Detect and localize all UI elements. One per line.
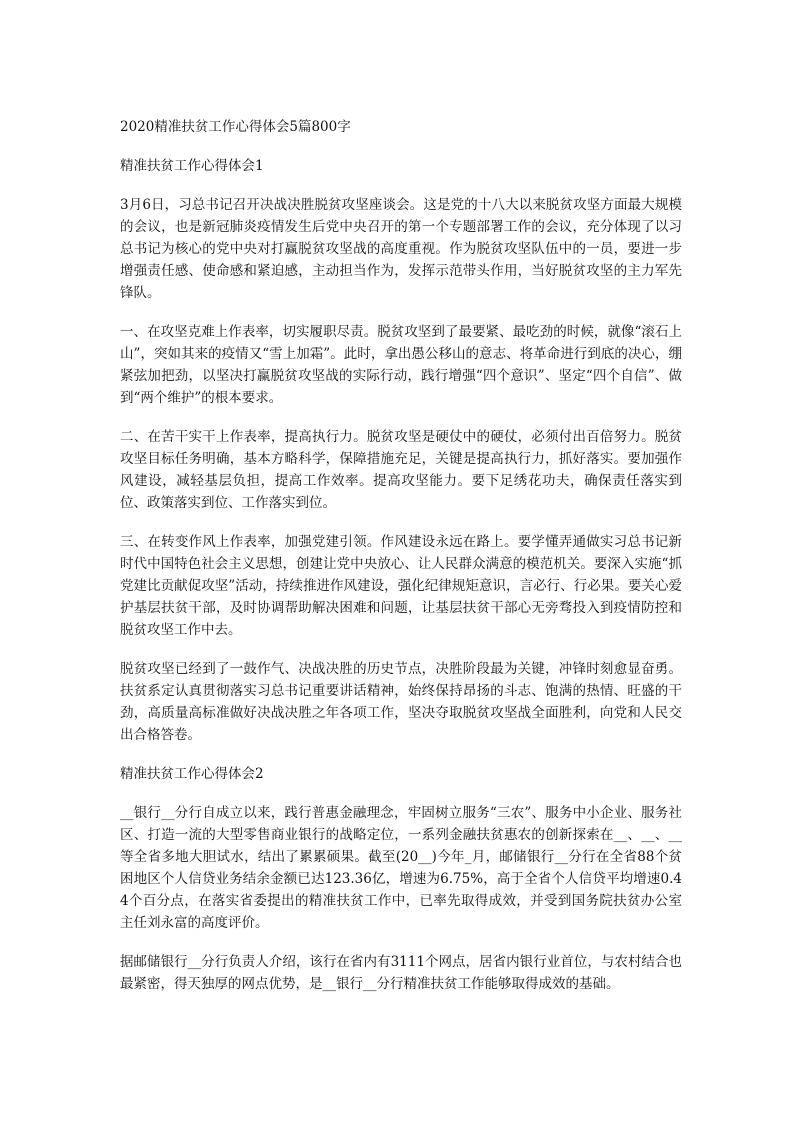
section-1-heading: 精准扶贫工作心得体会1 bbox=[120, 158, 264, 174]
section-1-paragraph: 一、在攻坚克难上作表率，切实履职尽责。脱贫攻坚到了最要紧、最吃劲的时候，就像“滚石上山”，突如其来的疫情又“雪上加霜”。此时，拿出愚公移山的意志、将革命进行到底的决心，绷紧弦加把劲，以坚决打赢脱贫攻坚战的实际行动，践行增强“四个意识”、坚定“四个自信”、做到“两个维护”的根本要求。 bbox=[120, 324, 682, 406]
section-1-paragraph: 二、在苦干实干上作表率，提高执行力。脱贫攻坚是硬仗中的硬仗，必须付出百倍努力。脱贫攻坚目标任务明确，基本方略科学，保障措施充足，关键是提高执行力，抓好落实。要加强作风建设，减轻基层负担，提高工作效率。提高攻坚能力。要下足绣花功夫，确保责任落实到位、政策落实到位、工作落实到位。 bbox=[120, 429, 682, 511]
document-title: 2020精准扶贫工作心得体会5篇800字 bbox=[120, 119, 351, 135]
section-2-paragraph: 据邮储银行__分行负责人介绍，该行在省内有3111个网点，居省内银行业首位，与农村结合也最紧密，得天独厚的网点优势，是__银行__分行精准扶贫工作能够取得成效的基础。 bbox=[120, 954, 682, 992]
section-1-paragraph: 脱贫攻坚已经到了一鼓作气、决战决胜的历史节点，决胜阶段最为关键，冲锋时刻愈显奋勇。扶贫系定认真贯彻落实习总书记重要讲话精神，始终保持昂扬的斗志、饱满的热情、旺盛的干劲，高质量高标准做好决战决胜之年各项工作，坚决夺取脱贫攻坚战全面胜利，向党和人民交出合格答卷。 bbox=[120, 661, 682, 743]
section-1-paragraph: 三、在转变作风上作表率，加强党建引领。作风建设永远在路上。要学懂弄通做实习总书记新时代中国特色社会主义思想，创建让党中央放心、让人民群众满意的模范机关。要深入实施“抓党建比贡献促攻坚”活动，持续推进作风建设，强化纪律规矩意识，言必行、行必果。要关心爱护基层扶贫干部，及时协调帮助解决困难和问题，让基层扶贫干部心无旁骛投入到疫情防控和脱贫攻坚工作中去。 bbox=[120, 534, 682, 638]
document-page bbox=[120, 116, 682, 1012]
section-2-paragraph: __银行__分行自成立以来，践行普惠金融理念，牢固树立服务“三农”、服务中小企业、服务社区、打造一流的大型零售商业银行的战略定位，一系列金融扶贫惠农的创新探索在__、__、__等全省多地大胆试水，结出了累累硕果。截至(20__)今年_月，邮储银行__分行在全省88个贫困地区个人信贷业务结余金额已达123.36亿，增速为6.75%，高于全省个人信贷平均增速0.44个百分点，在落实省委提出的精准扶贫工作中，已率先取得成效，并受到国务院扶贫办公室主任刘永富的高度评价。 bbox=[120, 805, 682, 931]
section-1-paragraph: 3月6日，习总书记召开决战决胜脱贫攻坚座谈会。这是党的十八大以来脱贫攻坚方面最大规模的会议，也是新冠肺炎疫情发生后党中央召开的第一个专题部署工作的会议，充分体现了以习总书记为核心的党中央对打赢脱贫攻坚战的高度重视。作为脱贫攻坚队伍中的一员，要进一步增强责任感、使命感和紧迫感，主动担当作为，发挥示范带头作用，当好脱贫攻坚的主力军先锋队。 bbox=[120, 197, 682, 301]
section-2-heading: 精准扶贫工作心得体会2 bbox=[120, 766, 264, 782]
